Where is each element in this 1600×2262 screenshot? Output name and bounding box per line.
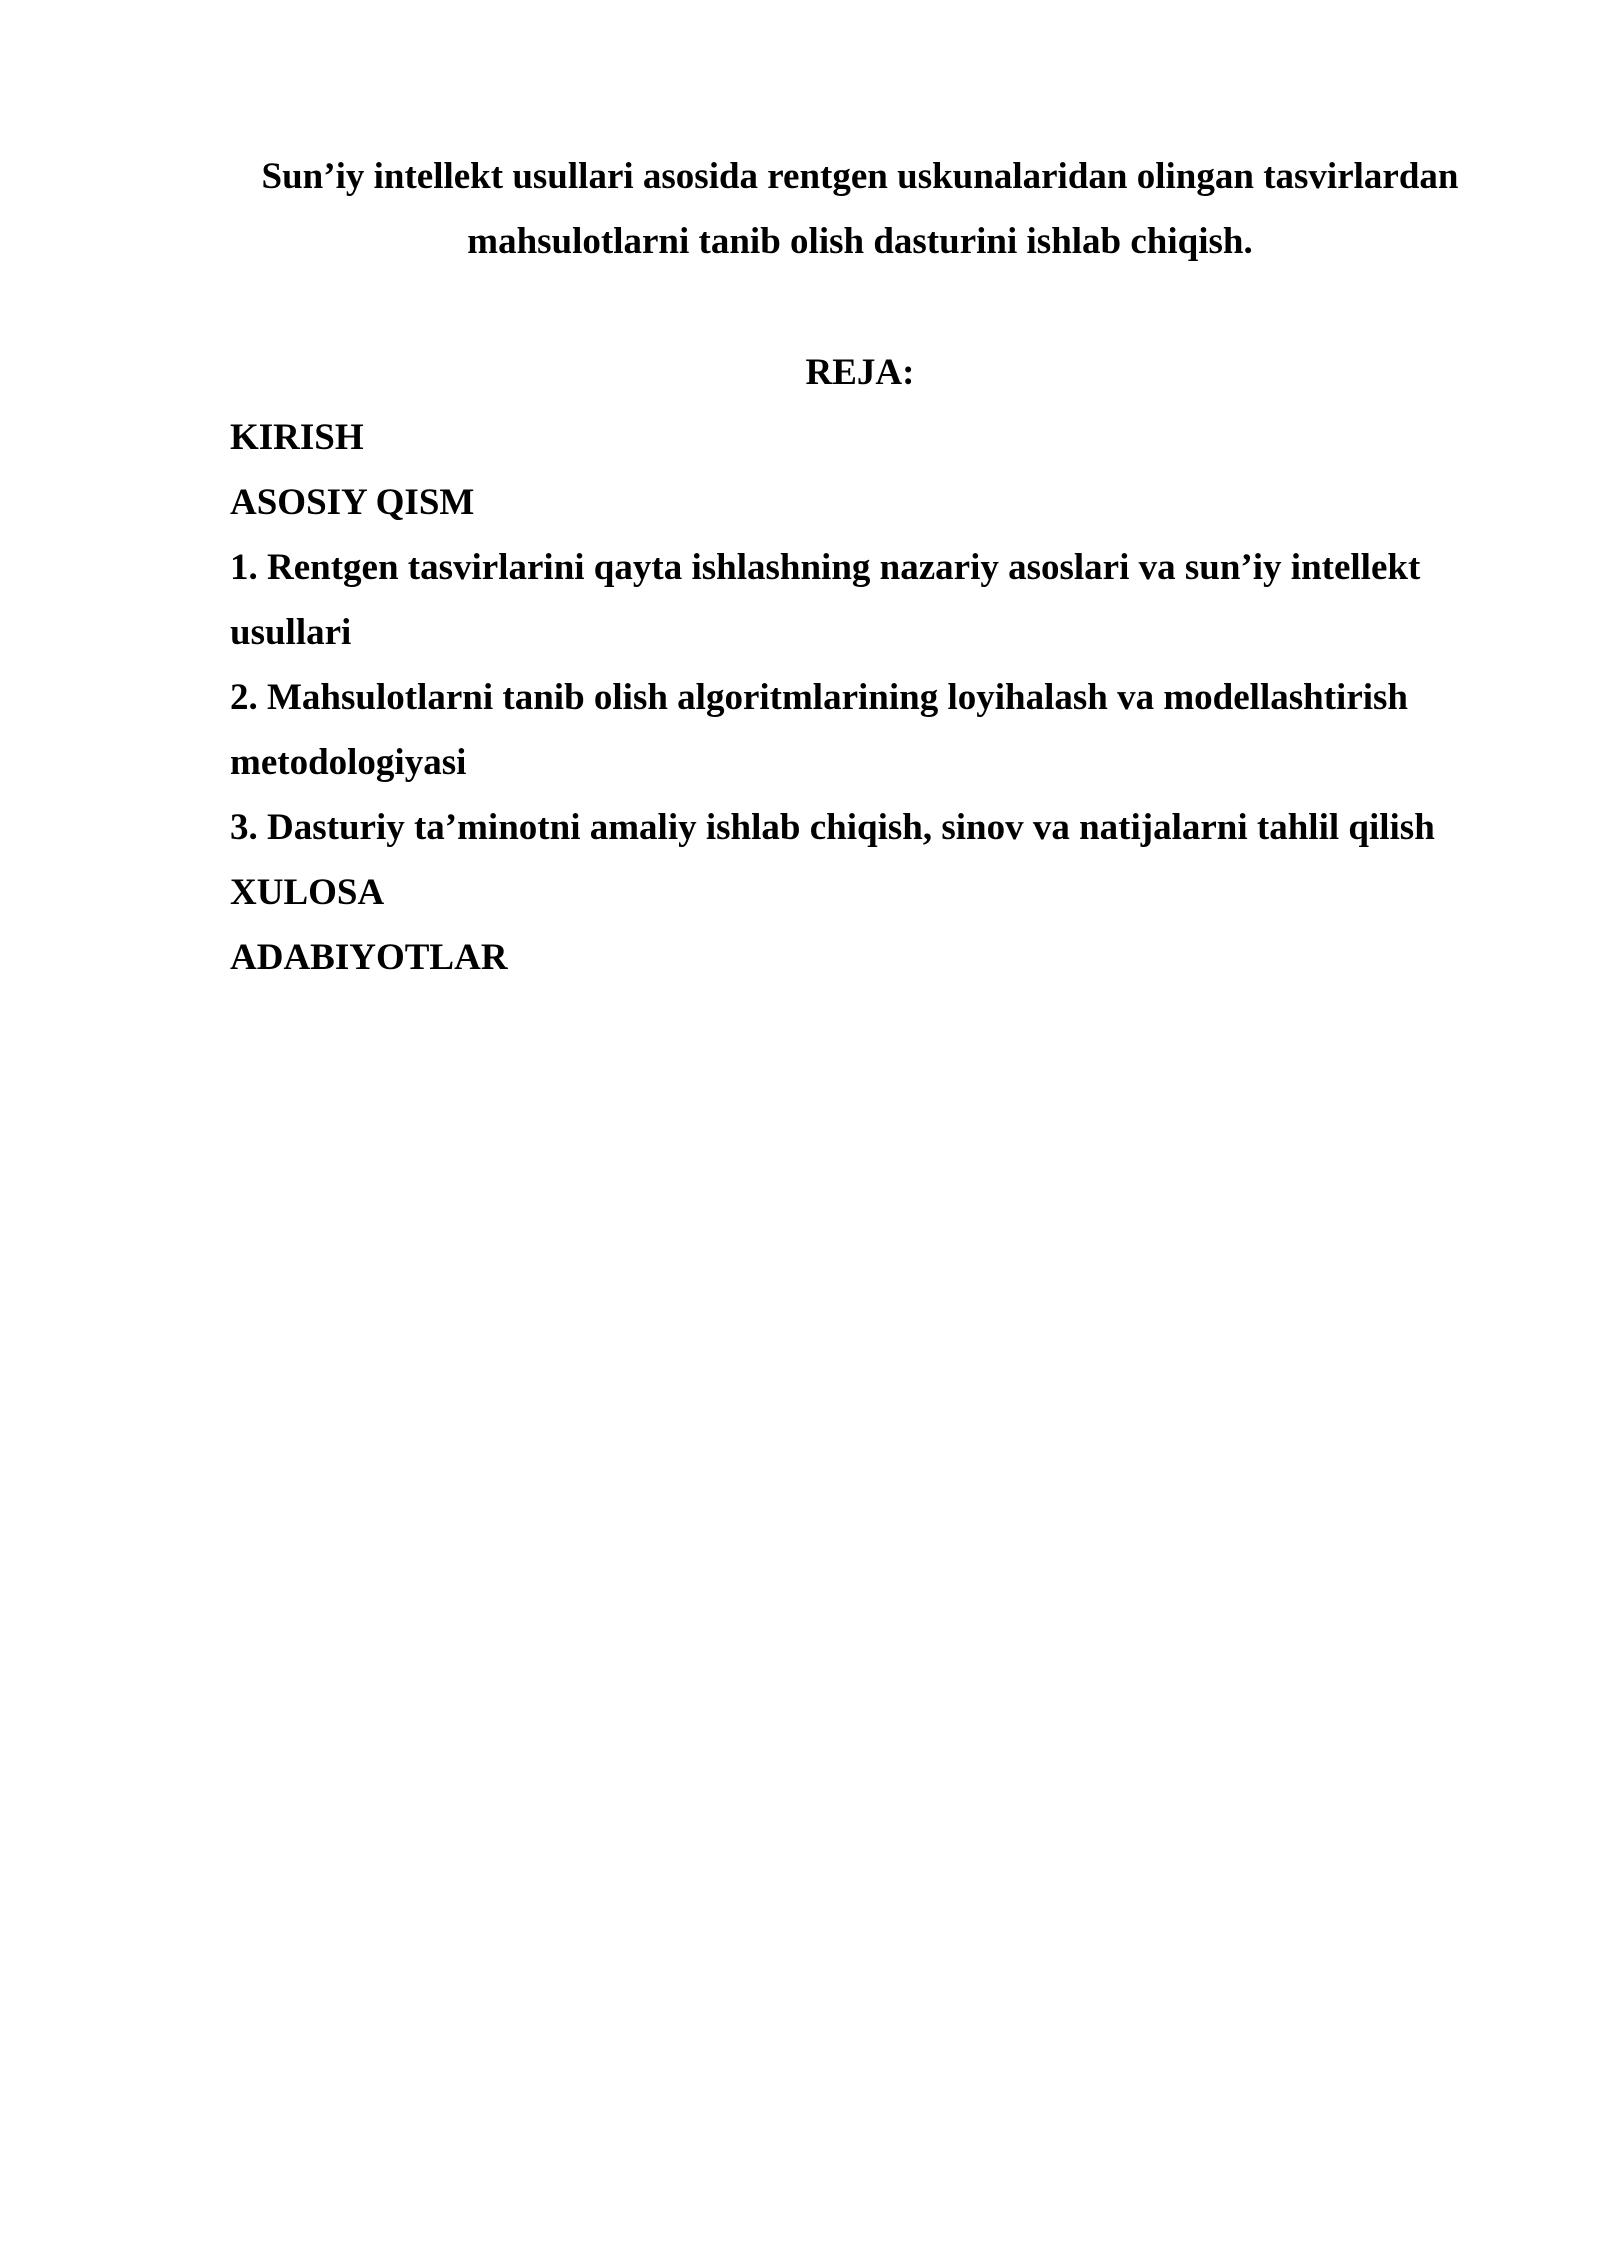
plan-item-2: 2. Mahsulotlarni tanib olish algoritmlarining loyihalash va modellashtirish metodologiyasi — [230, 677, 1409, 783]
title-line-1: Sun’iy intellekt usullari asosida rentgen uskunalaridan olingan tasvirlardan — [261, 156, 1459, 197]
plan-list — [230, 405, 1500, 990]
document-title — [230, 144, 1490, 274]
plan-item-3: 3. Dasturiy ta’minotni amaliy ishlab chiqish, sinov va natijalarni tahlil qilish — [230, 807, 1435, 848]
plan-item-xulosa: XULOSA — [230, 872, 385, 913]
plan-item-1: 1. Rentgen tasvirlarini qayta ishlashning nazariy asoslari va sun’iy intellekt usullari — [230, 547, 1421, 653]
plan-item-kirish: KIRISH — [230, 417, 364, 458]
plan-item-asosiy-qism: ASOSIY QISM — [230, 482, 475, 523]
title-line-2: mahsulotlarni tanib olish dasturini ishlab chiqish. — [467, 221, 1253, 262]
plan-heading: REJA: — [805, 352, 915, 393]
plan-item-adabiyotlar: ADABIYOTLAR — [230, 937, 508, 978]
